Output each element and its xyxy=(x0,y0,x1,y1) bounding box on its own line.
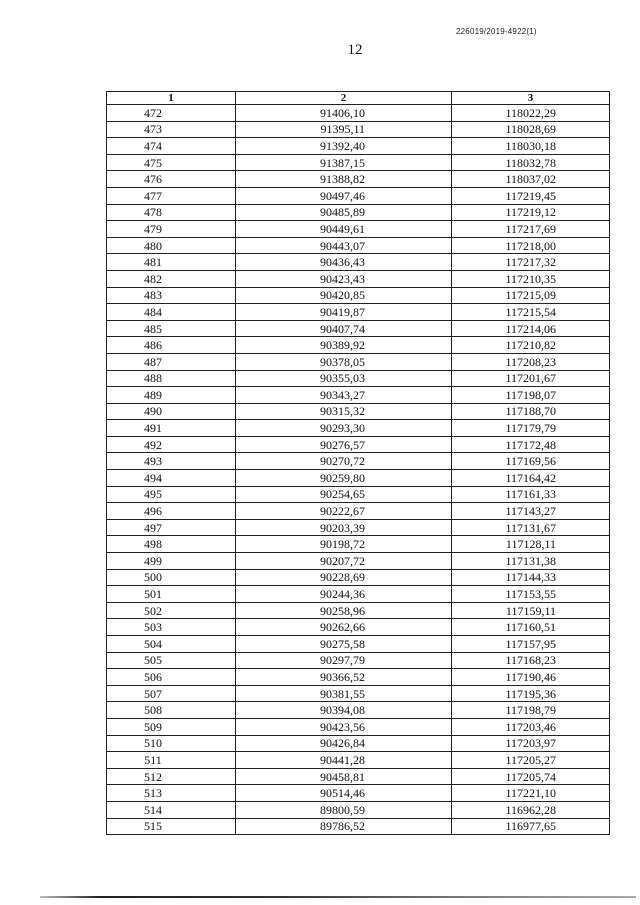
table-row xyxy=(107,586,610,603)
point-number-cell: 498 xyxy=(107,536,236,553)
x-coordinate-cell: 90203,39 xyxy=(236,519,452,536)
y-coordinate-cell: 116977,65 xyxy=(452,818,610,835)
x-coordinate-cell: 90254,65 xyxy=(236,486,452,503)
table-row xyxy=(107,636,610,653)
y-coordinate-cell: 118028,69 xyxy=(452,121,610,138)
document-id: 226019/2019-4922(1) xyxy=(456,27,537,36)
table-body xyxy=(107,105,610,835)
table-row xyxy=(107,320,610,337)
point-number-cell: 479 xyxy=(107,221,236,238)
y-coordinate-cell: 117160,51 xyxy=(452,619,610,636)
table-row xyxy=(107,752,610,769)
point-number-cell: 484 xyxy=(107,304,236,321)
x-coordinate-cell: 90423,43 xyxy=(236,270,452,287)
point-number-cell: 488 xyxy=(107,370,236,387)
y-coordinate-cell: 117219,45 xyxy=(452,187,610,204)
y-coordinate-cell: 117203,46 xyxy=(452,718,610,735)
point-number-cell: 494 xyxy=(107,470,236,487)
table-row xyxy=(107,353,610,370)
table-row xyxy=(107,187,610,204)
table-row xyxy=(107,768,610,785)
point-number-cell: 506 xyxy=(107,669,236,686)
x-coordinate-cell: 90423,56 xyxy=(236,718,452,735)
y-coordinate-cell: 117208,23 xyxy=(452,353,610,370)
x-coordinate-cell: 91406,10 xyxy=(236,105,452,122)
x-coordinate-cell: 90419,87 xyxy=(236,304,452,321)
point-number-cell: 487 xyxy=(107,353,236,370)
x-coordinate-cell: 90244,36 xyxy=(236,586,452,603)
y-coordinate-cell: 117128,11 xyxy=(452,536,610,553)
column-header-2: 2 xyxy=(236,92,452,105)
x-coordinate-cell: 90420,85 xyxy=(236,287,452,304)
table-row xyxy=(107,685,610,702)
table-row xyxy=(107,304,610,321)
x-coordinate-cell: 90426,84 xyxy=(236,735,452,752)
table-row xyxy=(107,519,610,536)
point-number-cell: 489 xyxy=(107,387,236,404)
point-number-cell: 508 xyxy=(107,702,236,719)
x-coordinate-cell: 90485,89 xyxy=(236,204,452,221)
y-coordinate-cell: 117217,32 xyxy=(452,254,610,271)
point-number-cell: 486 xyxy=(107,337,236,354)
y-coordinate-cell: 117159,11 xyxy=(452,602,610,619)
point-number-cell: 483 xyxy=(107,287,236,304)
x-coordinate-cell: 90198,72 xyxy=(236,536,452,553)
y-coordinate-cell: 117215,09 xyxy=(452,287,610,304)
point-number-cell: 473 xyxy=(107,121,236,138)
point-number-cell: 513 xyxy=(107,785,236,802)
table-row xyxy=(107,237,610,254)
y-coordinate-cell: 116962,28 xyxy=(452,801,610,818)
table-header-row xyxy=(107,92,610,105)
x-coordinate-cell: 90276,57 xyxy=(236,436,452,453)
x-coordinate-cell: 90207,72 xyxy=(236,553,452,570)
y-coordinate-cell: 117219,12 xyxy=(452,204,610,221)
y-coordinate-cell: 117198,79 xyxy=(452,702,610,719)
table-row xyxy=(107,270,610,287)
x-coordinate-cell: 90514,46 xyxy=(236,785,452,802)
x-coordinate-cell: 90315,32 xyxy=(236,403,452,420)
y-coordinate-cell: 118037,02 xyxy=(452,171,610,188)
table-row xyxy=(107,652,610,669)
x-coordinate-cell: 90389,92 xyxy=(236,337,452,354)
point-number-cell: 495 xyxy=(107,486,236,503)
x-coordinate-cell: 90441,28 xyxy=(236,752,452,769)
table-row xyxy=(107,254,610,271)
x-coordinate-cell: 91387,15 xyxy=(236,154,452,171)
y-coordinate-cell: 118030,18 xyxy=(452,138,610,155)
table-row xyxy=(107,138,610,155)
table-row xyxy=(107,387,610,404)
x-coordinate-cell: 89800,59 xyxy=(236,801,452,818)
x-coordinate-cell: 90270,72 xyxy=(236,453,452,470)
x-coordinate-cell: 90275,58 xyxy=(236,636,452,653)
point-number-cell: 499 xyxy=(107,553,236,570)
y-coordinate-cell: 117210,35 xyxy=(452,270,610,287)
x-coordinate-cell: 90228,69 xyxy=(236,569,452,586)
table-row xyxy=(107,718,610,735)
point-number-cell: 512 xyxy=(107,768,236,785)
point-number-cell: 492 xyxy=(107,436,236,453)
y-coordinate-cell: 117161,33 xyxy=(452,486,610,503)
point-number-cell: 491 xyxy=(107,420,236,437)
table-row xyxy=(107,287,610,304)
y-coordinate-cell: 117179,79 xyxy=(452,420,610,437)
y-coordinate-cell: 117205,74 xyxy=(452,768,610,785)
x-coordinate-cell: 90258,96 xyxy=(236,602,452,619)
point-number-cell: 480 xyxy=(107,237,236,254)
y-coordinate-cell: 117188,70 xyxy=(452,403,610,420)
y-coordinate-cell: 117195,36 xyxy=(452,685,610,702)
table-row xyxy=(107,536,610,553)
x-coordinate-cell: 91388,82 xyxy=(236,171,452,188)
table-row xyxy=(107,669,610,686)
column-header-1: 1 xyxy=(107,92,236,105)
table-row xyxy=(107,702,610,719)
point-number-cell: 490 xyxy=(107,403,236,420)
table-row xyxy=(107,503,610,520)
y-coordinate-cell: 117143,27 xyxy=(452,503,610,520)
y-coordinate-cell: 117131,38 xyxy=(452,553,610,570)
point-number-cell: 515 xyxy=(107,818,236,835)
y-coordinate-cell: 117221,10 xyxy=(452,785,610,802)
x-coordinate-cell: 90394,08 xyxy=(236,702,452,719)
x-coordinate-cell: 90222,67 xyxy=(236,503,452,520)
point-number-cell: 507 xyxy=(107,685,236,702)
x-coordinate-cell: 90355,03 xyxy=(236,370,452,387)
table-row xyxy=(107,553,610,570)
table-row xyxy=(107,785,610,802)
y-coordinate-cell: 117190,46 xyxy=(452,669,610,686)
y-coordinate-cell: 117210,82 xyxy=(452,337,610,354)
point-number-cell: 496 xyxy=(107,503,236,520)
y-coordinate-cell: 117215,54 xyxy=(452,304,610,321)
point-number-cell: 478 xyxy=(107,204,236,221)
point-number-cell: 475 xyxy=(107,154,236,171)
table-row xyxy=(107,420,610,437)
table-header xyxy=(107,92,610,105)
table-row xyxy=(107,370,610,387)
point-number-cell: 500 xyxy=(107,569,236,586)
y-coordinate-cell: 117217,69 xyxy=(452,221,610,238)
y-coordinate-cell: 118032,78 xyxy=(452,154,610,171)
x-coordinate-cell: 90443,07 xyxy=(236,237,452,254)
y-coordinate-cell: 117131,67 xyxy=(452,519,610,536)
table-row xyxy=(107,403,610,420)
y-coordinate-cell: 117169,56 xyxy=(452,453,610,470)
point-number-cell: 511 xyxy=(107,752,236,769)
table-row xyxy=(107,619,610,636)
table-row xyxy=(107,569,610,586)
table-row xyxy=(107,105,610,122)
y-coordinate-cell: 118022,29 xyxy=(452,105,610,122)
x-coordinate-cell: 90458,81 xyxy=(236,768,452,785)
table-row xyxy=(107,453,610,470)
y-coordinate-cell: 117198,07 xyxy=(452,387,610,404)
y-coordinate-cell: 117214,06 xyxy=(452,320,610,337)
table-row xyxy=(107,818,610,835)
point-number-cell: 503 xyxy=(107,619,236,636)
column-header-3: 3 xyxy=(452,92,610,105)
table-row xyxy=(107,121,610,138)
table-row xyxy=(107,486,610,503)
y-coordinate-cell: 117168,23 xyxy=(452,652,610,669)
y-coordinate-cell: 117218,00 xyxy=(452,237,610,254)
point-number-cell: 505 xyxy=(107,652,236,669)
table-row xyxy=(107,337,610,354)
point-number-cell: 474 xyxy=(107,138,236,155)
table-row xyxy=(107,470,610,487)
table-row xyxy=(107,602,610,619)
y-coordinate-cell: 117157,95 xyxy=(452,636,610,653)
table-row xyxy=(107,801,610,818)
x-coordinate-cell: 90297,79 xyxy=(236,652,452,669)
y-coordinate-cell: 117144,33 xyxy=(452,569,610,586)
point-number-cell: 502 xyxy=(107,602,236,619)
footer-rule xyxy=(40,896,636,898)
x-coordinate-cell: 91392,40 xyxy=(236,138,452,155)
point-number-cell: 509 xyxy=(107,718,236,735)
x-coordinate-cell: 91395,11 xyxy=(236,121,452,138)
y-coordinate-cell: 117172,48 xyxy=(452,436,610,453)
page-number: 12 xyxy=(347,42,363,58)
y-coordinate-cell: 117153,55 xyxy=(452,586,610,603)
x-coordinate-cell: 90449,61 xyxy=(236,221,452,238)
point-number-cell: 514 xyxy=(107,801,236,818)
x-coordinate-cell: 90343,27 xyxy=(236,387,452,404)
point-number-cell: 477 xyxy=(107,187,236,204)
point-number-cell: 504 xyxy=(107,636,236,653)
x-coordinate-cell: 90378,05 xyxy=(236,353,452,370)
coordinates-table xyxy=(106,91,610,835)
y-coordinate-cell: 117164,42 xyxy=(452,470,610,487)
x-coordinate-cell: 89786,52 xyxy=(236,818,452,835)
point-number-cell: 501 xyxy=(107,586,236,603)
point-number-cell: 472 xyxy=(107,105,236,122)
point-number-cell: 476 xyxy=(107,171,236,188)
table-row xyxy=(107,221,610,238)
x-coordinate-cell: 90366,52 xyxy=(236,669,452,686)
point-number-cell: 497 xyxy=(107,519,236,536)
point-number-cell: 481 xyxy=(107,254,236,271)
x-coordinate-cell: 90262,66 xyxy=(236,619,452,636)
point-number-cell: 493 xyxy=(107,453,236,470)
x-coordinate-cell: 90381,55 xyxy=(236,685,452,702)
x-coordinate-cell: 90259,80 xyxy=(236,470,452,487)
y-coordinate-cell: 117205,27 xyxy=(452,752,610,769)
table-row xyxy=(107,735,610,752)
table-row xyxy=(107,154,610,171)
table-row xyxy=(107,204,610,221)
table-row xyxy=(107,171,610,188)
point-number-cell: 485 xyxy=(107,320,236,337)
x-coordinate-cell: 90497,46 xyxy=(236,187,452,204)
x-coordinate-cell: 90293,30 xyxy=(236,420,452,437)
table-row xyxy=(107,436,610,453)
y-coordinate-cell: 117203,97 xyxy=(452,735,610,752)
x-coordinate-cell: 90436,43 xyxy=(236,254,452,271)
point-number-cell: 482 xyxy=(107,270,236,287)
y-coordinate-cell: 117201,67 xyxy=(452,370,610,387)
x-coordinate-cell: 90407,74 xyxy=(236,320,452,337)
point-number-cell: 510 xyxy=(107,735,236,752)
